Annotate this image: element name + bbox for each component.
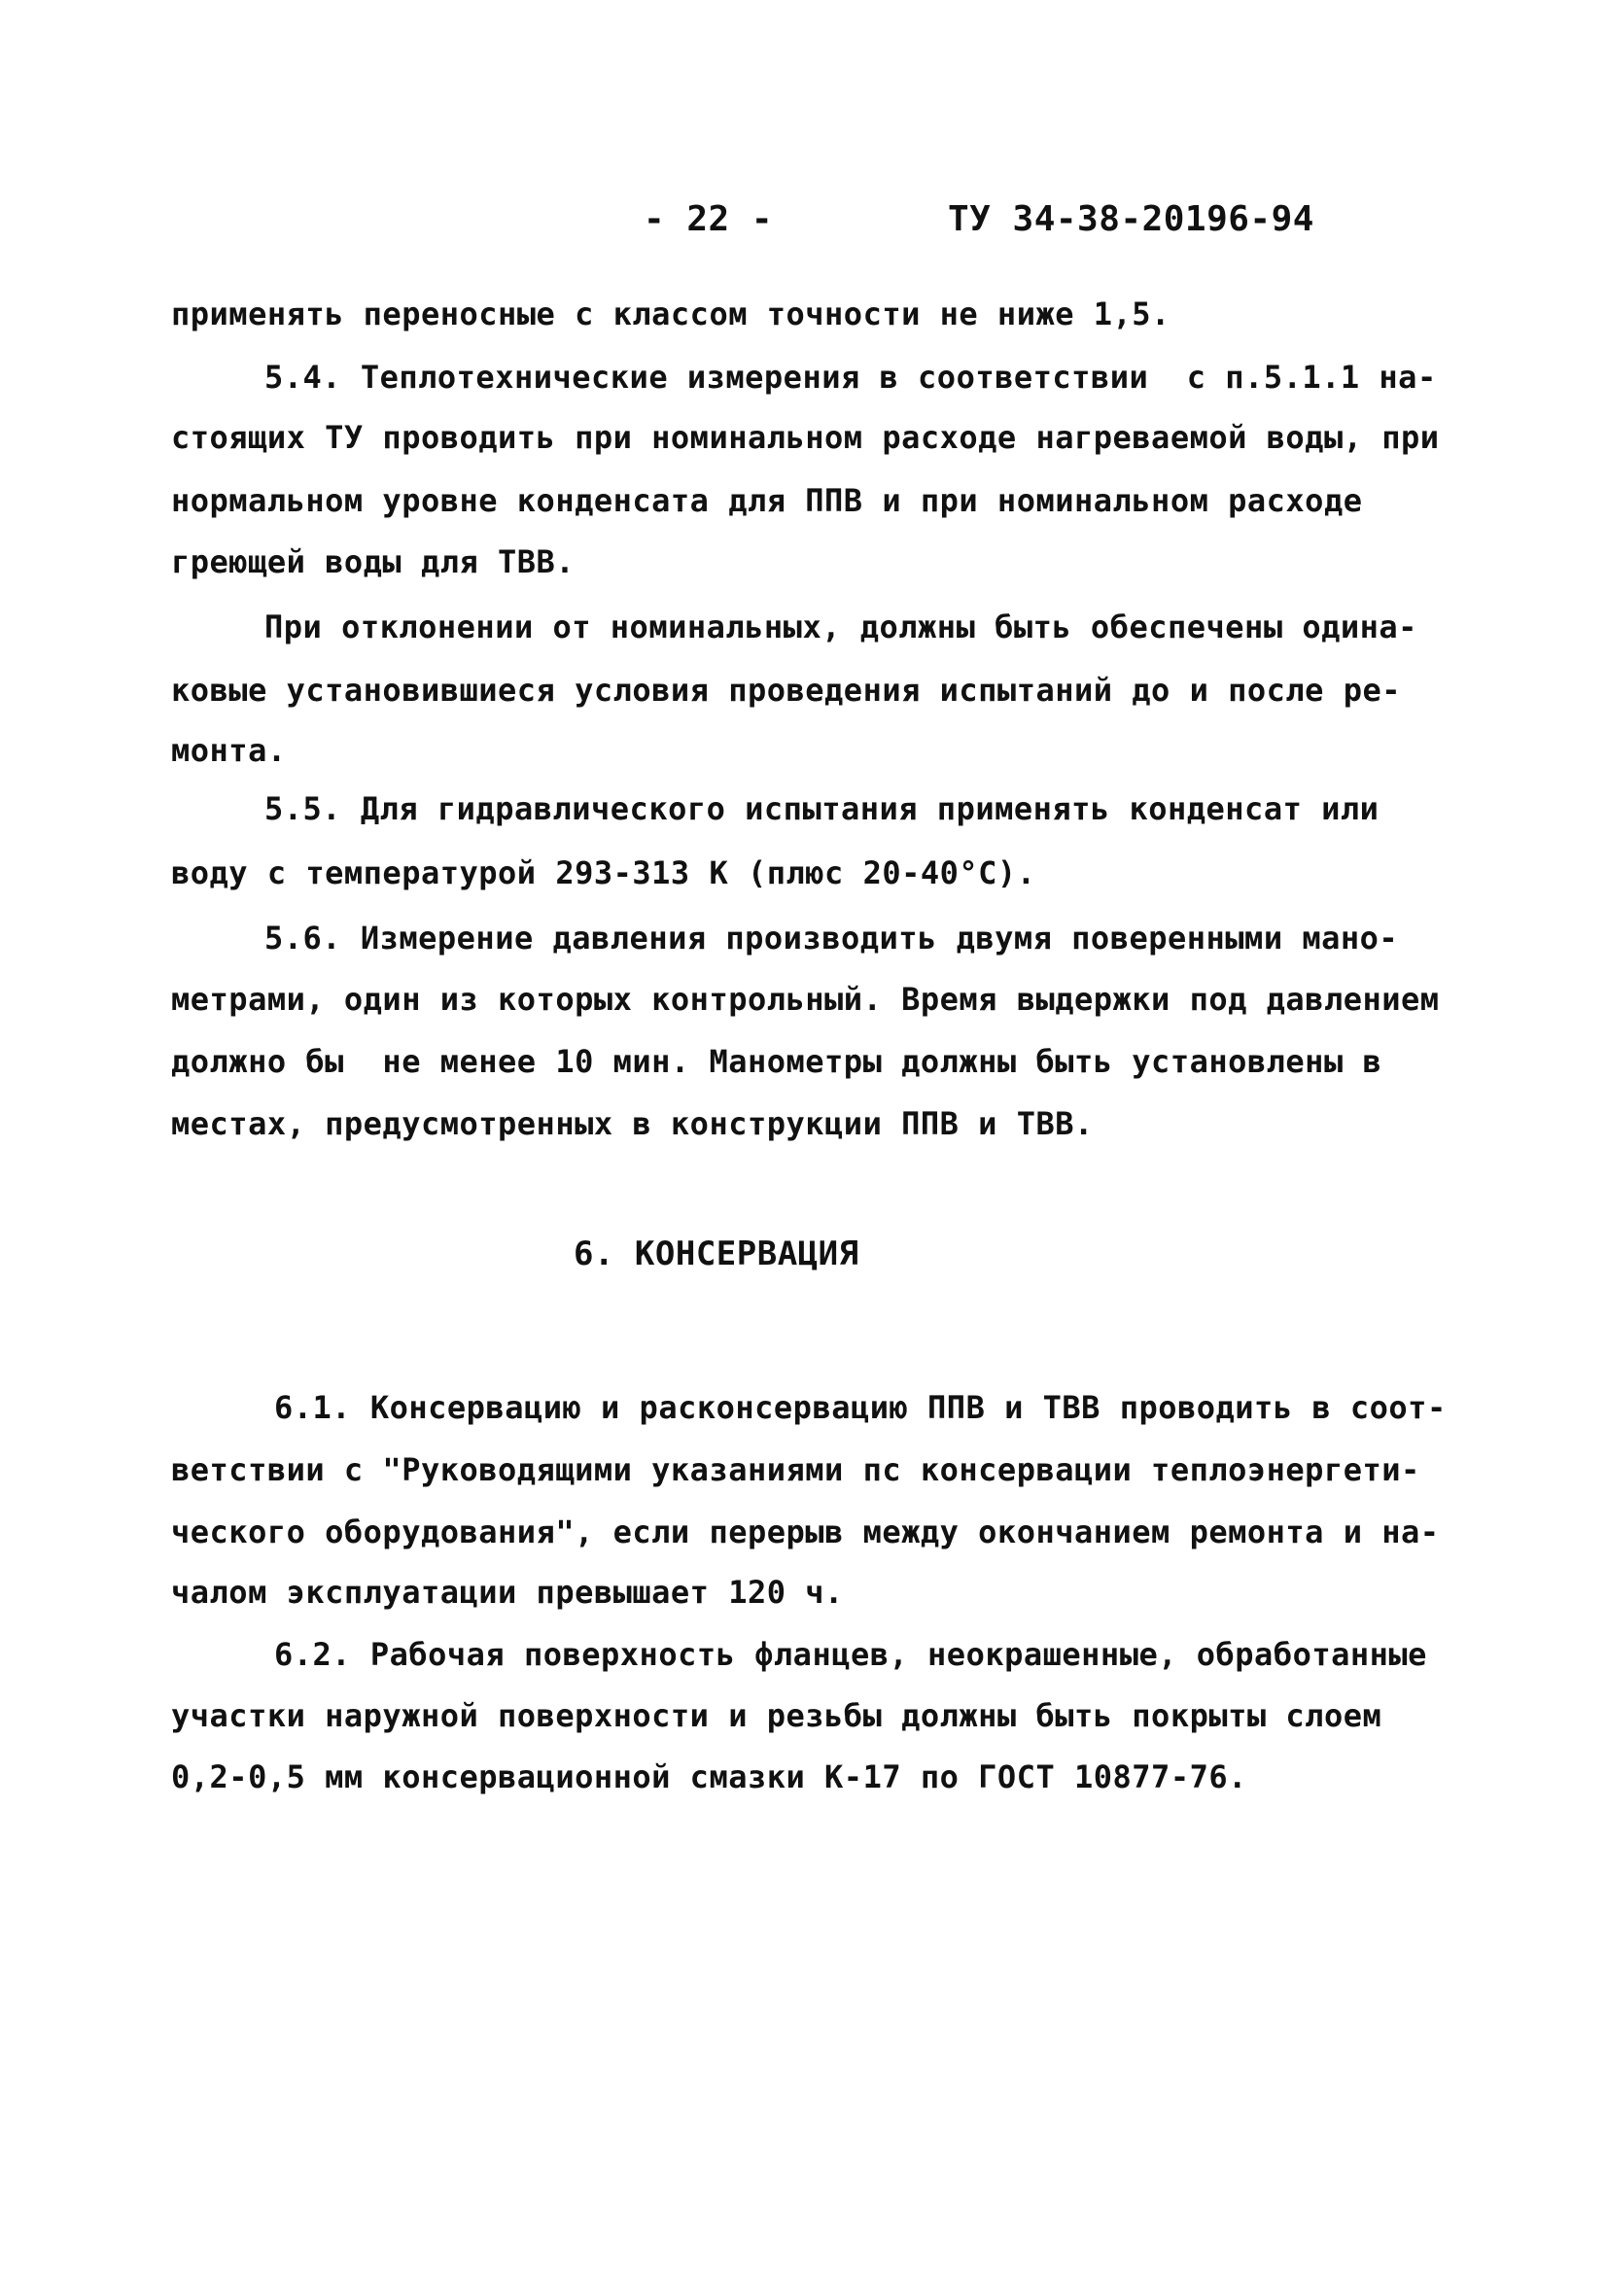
- text-line: стоящих ТУ проводить при номинальном расходе нагреваемой воды, при: [171, 419, 1440, 456]
- text-line: 6.1. Консервацию и расконсервацию ППВ и ТВВ проводить в соот-: [274, 1389, 1447, 1426]
- text-line: чалом эксплуатации превышает 120 ч.: [171, 1574, 844, 1611]
- text-line: 5.6. Измерение давления производить двумя поверенными мано-: [264, 920, 1399, 957]
- text-line: 6.2. Рабочая поверхность фланцев, неокрашенные, обработанные: [274, 1636, 1427, 1673]
- text-line: монта.: [171, 732, 287, 769]
- text-line: ветствии с "Руководящими указаниями пс консервации теплоэнергети-: [171, 1451, 1420, 1488]
- text-line: 0,2-0,5 мм консервационной смазки К-17 по ГОСТ 10877-76.: [171, 1758, 1247, 1795]
- text-line: 5.5. Для гидравлического испытания применять конденсат или: [264, 790, 1380, 827]
- page-number: - 22 -: [644, 199, 774, 239]
- section-heading: 6. КОНСЕРВАЦИЯ: [574, 1235, 859, 1273]
- text-line: должно бы не менее 10 мин. Манометры должны быть установлены в: [171, 1043, 1382, 1080]
- text-line: местах, предусмотренных в конструкции ППВ и ТВВ.: [171, 1105, 1094, 1142]
- text-line: участки наружной поверхности и резьбы должны быть покрыты слоем: [171, 1697, 1382, 1734]
- text-line: При отклонении от номинальных, должны быть обеспечены одина-: [264, 609, 1417, 645]
- text-line: воду с температурой 293-313 К (плюс 20-40°С).: [171, 854, 1036, 891]
- text-line: нормальном уровне конденсата для ППВ и при номинальном расходе: [171, 482, 1363, 519]
- document-code: ТУ 34-38-20196-94: [948, 199, 1314, 239]
- text-line: применять переносные с классом точности не ниже 1,5.: [171, 296, 1170, 332]
- text-line: греющей воды для ТВВ.: [171, 543, 576, 580]
- text-line: метрами, один из которых контрольный. Время выдержки под давлением: [171, 981, 1440, 1018]
- text-line: ковые установившиеся условия проведения испытаний до и после ре-: [171, 672, 1401, 709]
- text-line: ческого оборудования", если перерыв между окончанием ремонта и на-: [171, 1513, 1440, 1550]
- text-line: 5.4. Теплотехнические измерения в соответствии с п.5.1.1 на-: [264, 359, 1437, 396]
